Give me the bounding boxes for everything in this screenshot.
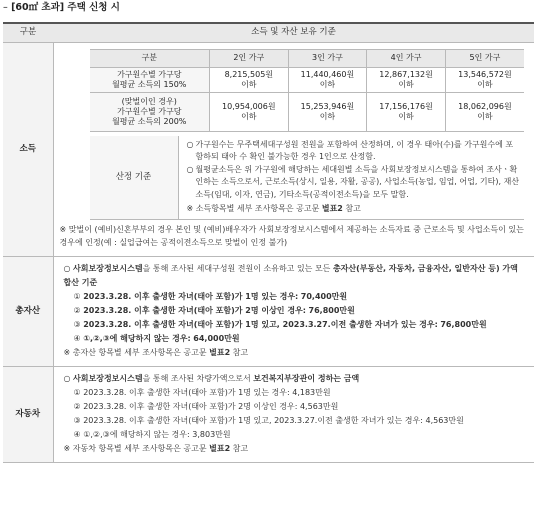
income-col-header: 5인 가구 (445, 50, 524, 68)
income-cell: 12,867,132원 이하 (367, 68, 446, 93)
income-label: 소득 (3, 43, 53, 257)
row-head: (맞벌이인 경우) 가구원수별 가구당 월평균 소득의 200% (90, 93, 210, 132)
criteria-label: 산정 기준 (90, 136, 179, 220)
income-cell: 13,546,572원 이하 (445, 68, 524, 93)
income-cell: 15,253,946원 이하 (288, 93, 367, 132)
criteria-bullet: ○ 월평균소득은 위 가구원에 해당하는 세대원별 소득을 사회보장정보시스템을 통하여 조사ㆍ확인하는 소득으로서, 근로소득(상시, 일용, 자활, 공공), 사업소득(농업, 임업, 어업, 기타), 재산소득(임대, 이자, 연금), 기타소득(공적이전소득)을 모두 말함. (186, 164, 520, 199)
income-cell: 11,440,460원 이하 (288, 68, 367, 93)
car-label: 자동차 (3, 366, 53, 462)
income-row (3, 43, 534, 257)
income-col-header: 구분 (90, 50, 210, 68)
car-item: ③ 2023.3.28. 이후 출생한 자녀(태아 포함)가 1명 있고, 2023.3.27.이전 출생한 자녀가 있는 경우: 4,563만원 (73, 415, 464, 425)
assets-body (53, 256, 534, 366)
income-col-header: 4인 가구 (367, 50, 446, 68)
income-col-header: 2인 가구 (210, 50, 289, 68)
car-item: ④ ①,②,③에 해당하지 않는 경우: 3,803만원 (73, 429, 231, 439)
income-cell: 10,954,006원 이하 (210, 93, 289, 132)
assets-label: 총자산 (3, 256, 53, 366)
assets-item: ④ ①,②,③에 해당하지 않는 경우: 64,000만원 (73, 333, 240, 343)
criteria-table (3, 22, 534, 463)
title-dash: – (3, 2, 8, 13)
assets-item: ③ 2023.3.28. 이후 출생한 자녀(태아 포함)가 1명 있고, 2023.3.27.이전 출생한 자녀가 있는 경우: 76,800만원 (73, 319, 487, 329)
car-intro: ○ 사회보장정보시스템을 통해 조사된 차량가액으로서 보건복지부장관이 정하는 금액 (63, 373, 360, 383)
criteria-text (178, 136, 524, 220)
header-row (3, 23, 534, 43)
assets-note: ※ 총자산 항목별 세부 조사항목은 공고문 별표2 참고 (63, 347, 249, 357)
income-table (90, 49, 525, 132)
car-item: ① 2023.3.28. 이후 출생한 자녀(태아 포함)가 1명 있는 경우: 4,183만원 (73, 387, 331, 397)
income-row-150 (90, 68, 525, 93)
header-criteria: 소득 및 자산 보유 기준 (53, 23, 534, 43)
car-row (3, 366, 534, 462)
assets-item: ① 2023.3.28. 이후 출생한 자녀(태아 포함)가 1명 있는 경우: 70,400만원 (73, 291, 348, 301)
page-title (3, 2, 120, 14)
dual-income-note: ※ 맞벌이 (예비)신혼부부의 경우 본인 및 (예비)배우자가 사회보장정보시스템에서 제공하는 소득자료 중 근로소득 및 사업소득이 있는 경우에 인정(예 : 실업급여는 공적이전소득으로 맞벌이 인정 불가) (59, 225, 524, 248)
car-body (53, 366, 534, 462)
income-cell: 17,156,176원 이하 (367, 93, 446, 132)
assets-item: ② 2023.3.28. 이후 출생한 자녀(태아 포함)가 2명 이상인 경우: 76,800만원 (73, 305, 355, 315)
income-row-200 (90, 93, 525, 132)
calculation-criteria (90, 136, 525, 220)
income-table-header (90, 50, 525, 68)
income-cell: 8,215,505원 이하 (210, 68, 289, 93)
income-col-header: 3인 가구 (288, 50, 367, 68)
title-text: [60㎡ 초과] 주택 신청 시 (11, 2, 120, 13)
assets-intro: ○ 사회보장정보시스템을 통해 조사된 세대구성원 전원이 소유하고 있는 모든 총자산(부동산, 자동차, 금융자산, 일반자산 등) 가액 합산 기준 (63, 263, 518, 287)
row-head: 가구원수별 가구당 월평균 소득의 150% (90, 68, 210, 93)
criteria-bullet: ○ 가구원수는 무주택세대구성원 전원을 포함하여 산정하며, 이 경우 태아(수)를 가구원수에 포함하되 태아 수 확인 불가능한 경우 1인으로 산정함. (186, 140, 514, 162)
car-note: ※ 자동차 항목별 세부 조사항목은 공고문 별표2 참고 (63, 443, 249, 453)
criteria-note: ※ 소득항목별 세부 조사항목은 공고문 별표2 참고 (186, 203, 361, 213)
income-cell: 18,062,096원 이하 (445, 93, 524, 132)
assets-row (3, 256, 534, 366)
header-category: 구분 (3, 23, 53, 43)
income-body (53, 43, 534, 257)
car-item: ② 2023.3.28. 이후 출생한 자녀(태아 포함)가 2명 이상인 경우: 4,563만원 (73, 401, 339, 411)
